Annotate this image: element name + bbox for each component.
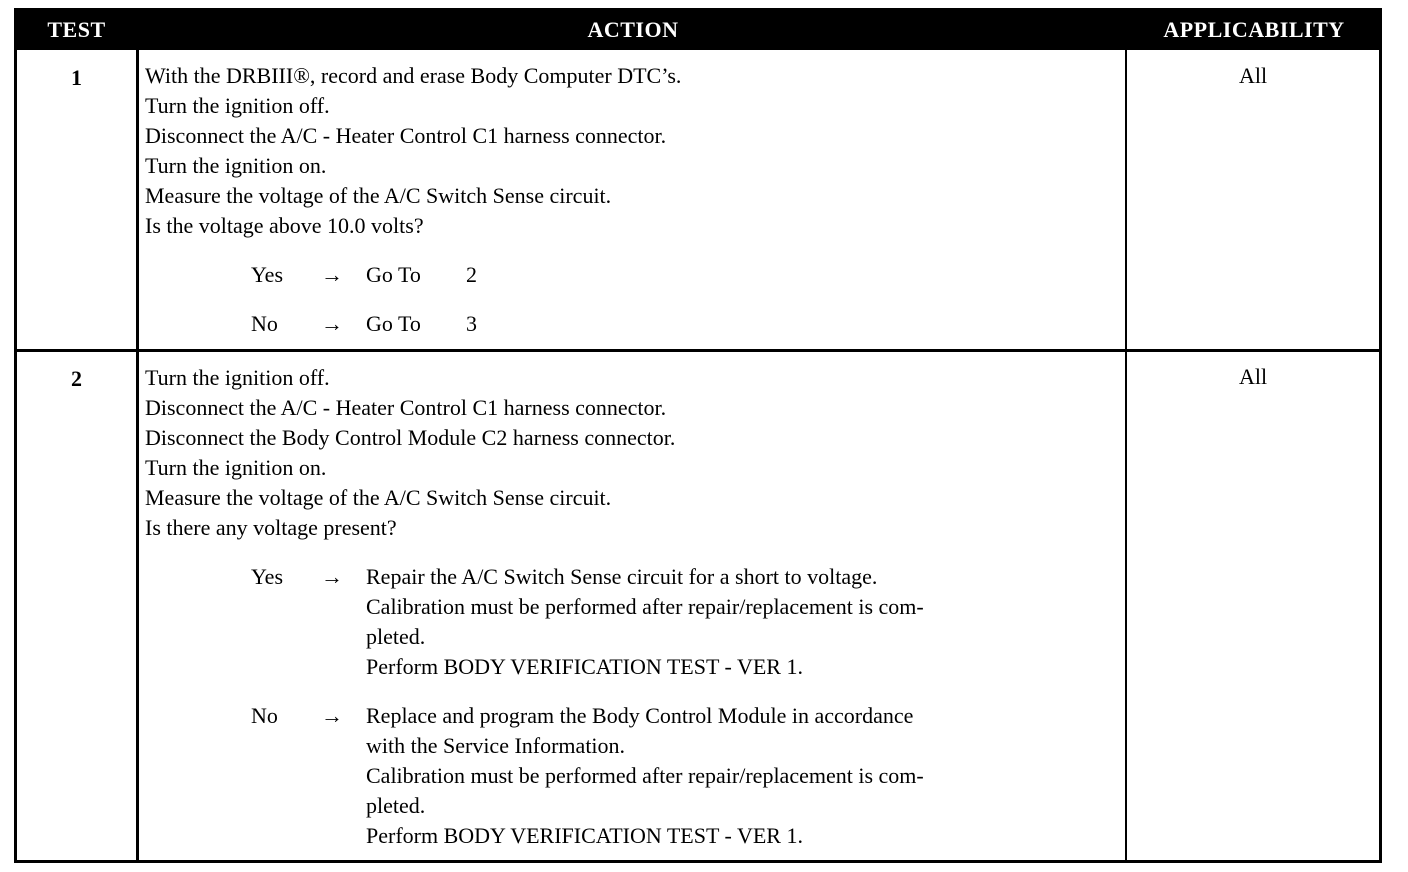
column-divider bbox=[136, 50, 139, 860]
answer-label: No bbox=[251, 311, 278, 336]
branch-result bbox=[366, 562, 1118, 682]
action-cell bbox=[145, 61, 1120, 339]
action-step: Turn the ignition off. bbox=[145, 365, 330, 390]
action-step: Is the voltage above 10.0 volts? bbox=[145, 213, 424, 238]
result-line: pleted. bbox=[366, 793, 426, 818]
result-line: Calibration must be performed after repair/replacement is com- bbox=[366, 594, 924, 619]
branch-result bbox=[366, 309, 1118, 339]
test-number: 1 bbox=[71, 65, 82, 90]
answer-label: Yes bbox=[251, 262, 284, 287]
action-step: Is there any voltage present? bbox=[145, 515, 397, 540]
diagnostic-test-table bbox=[14, 8, 1382, 863]
applicability-value: All bbox=[1238, 63, 1268, 88]
action-step: Disconnect the A/C - Heater Control C1 harness connector. bbox=[145, 123, 667, 148]
action-step: Turn the ignition on. bbox=[145, 455, 327, 480]
test-number: 2 bbox=[71, 366, 82, 391]
action-step: Measure the voltage of the A/C Switch Sense circuit. bbox=[145, 485, 612, 510]
arrow-right-icon: → bbox=[321, 703, 343, 728]
action-cell bbox=[145, 363, 1120, 851]
arrow-right-icon: → bbox=[321, 311, 343, 336]
branch-no bbox=[251, 701, 1120, 851]
goto-label: Go To bbox=[366, 311, 421, 336]
goto-target: 2 bbox=[466, 262, 477, 287]
branch-result bbox=[366, 701, 1118, 851]
result-line: Calibration must be performed after repair/replacement is com- bbox=[366, 763, 924, 788]
action-step: Disconnect the A/C - Heater Control C1 harness connector. bbox=[145, 395, 667, 420]
branch-no bbox=[251, 309, 1120, 339]
result-line: with the Service Information. bbox=[366, 733, 626, 758]
result-line: Repair the A/C Switch Sense circuit for a short to voltage. bbox=[366, 564, 878, 589]
header-applicability: APPLICABILITY bbox=[1163, 17, 1345, 42]
header-test: TEST bbox=[47, 17, 106, 42]
result-line: Perform BODY VERIFICATION TEST - VER 1. bbox=[366, 823, 803, 848]
action-step: With the DRBIII®, record and erase Body Computer DTC’s. bbox=[145, 63, 682, 88]
action-step: Disconnect the Body Control Module C2 harness connector. bbox=[145, 425, 676, 450]
row-divider bbox=[17, 349, 1379, 352]
header-action: ACTION bbox=[587, 17, 679, 42]
result-line: Perform BODY VERIFICATION TEST - VER 1. bbox=[366, 654, 803, 679]
applicability-value: All bbox=[1238, 364, 1268, 389]
branch-result bbox=[366, 260, 1118, 290]
action-step: Turn the ignition off. bbox=[145, 93, 330, 118]
action-step: Measure the voltage of the A/C Switch Sense circuit. bbox=[145, 183, 612, 208]
branch-yes bbox=[251, 260, 1120, 290]
arrow-right-icon: → bbox=[321, 564, 343, 589]
action-step: Turn the ignition on. bbox=[145, 153, 327, 178]
goto-label: Go To bbox=[366, 262, 421, 287]
answer-label: Yes bbox=[251, 564, 284, 589]
answer-label: No bbox=[251, 703, 278, 728]
goto-target: 3 bbox=[466, 311, 477, 336]
branch-yes bbox=[251, 562, 1120, 682]
column-divider bbox=[1125, 50, 1127, 860]
result-line: pleted. bbox=[366, 624, 426, 649]
table-header bbox=[17, 11, 1379, 50]
result-line: Replace and program the Body Control Module in accordance bbox=[366, 703, 914, 728]
arrow-right-icon: → bbox=[321, 262, 343, 287]
